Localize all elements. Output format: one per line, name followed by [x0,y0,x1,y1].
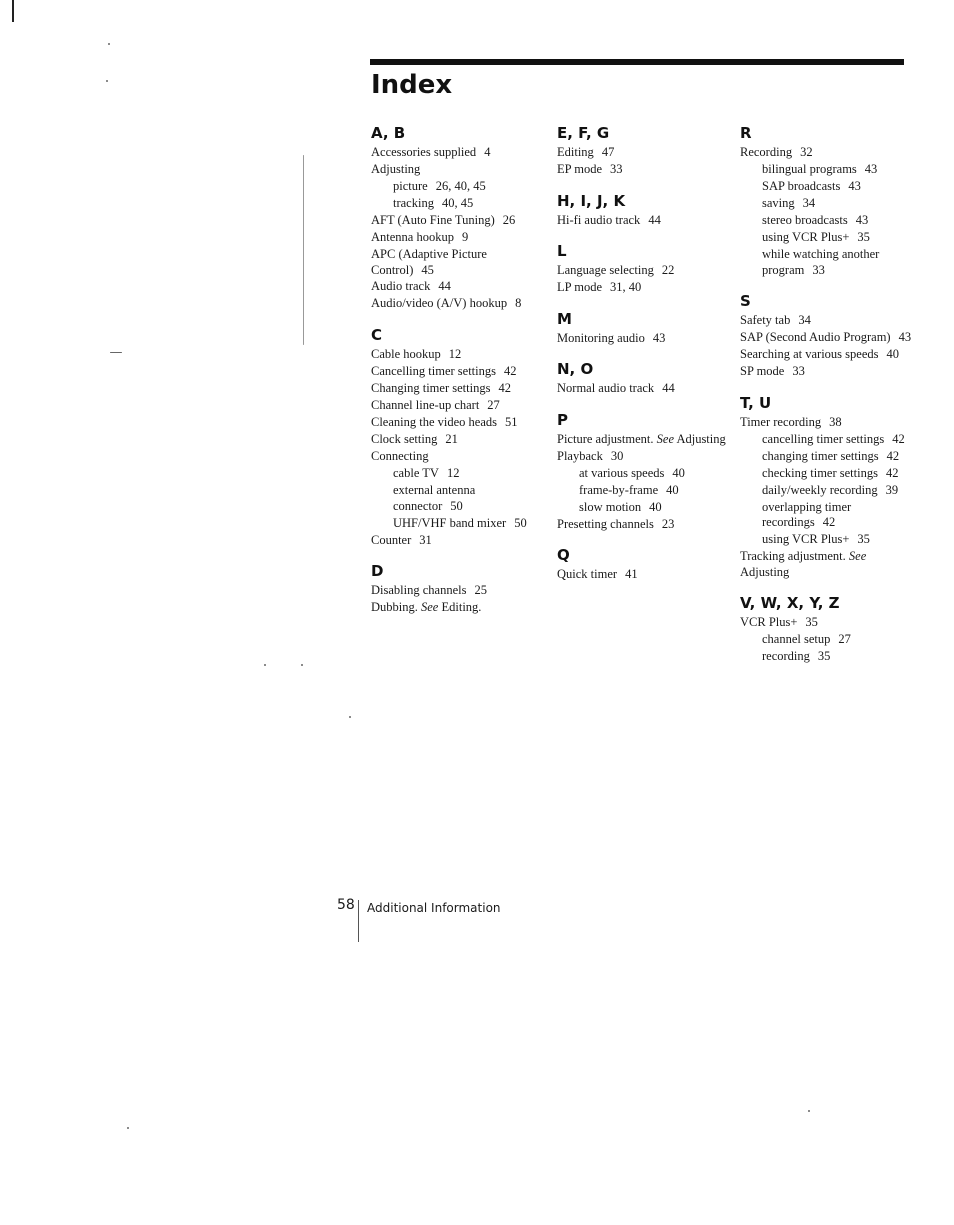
entry-text: Adjusting [371,161,421,176]
index-entry [557,263,727,279]
entry-pages: 22 [661,263,675,278]
index-section [557,360,727,397]
scan-speck [301,664,303,666]
entry-text: SAP (Second Audio Program) [740,330,891,345]
index-subentry [740,532,915,548]
entry-pages: 42 [886,448,900,463]
index-section [557,546,727,583]
entry-text: at various speeds [579,465,665,480]
index-entry [740,364,915,380]
index-subentry [740,500,915,531]
entry-text: Picture adjustment. [557,431,654,446]
scan-speck [264,664,266,666]
entry-pages: 31 [419,532,432,547]
entry-pages: 27 [838,632,851,647]
entry-pages: 12 [446,465,460,480]
entry-pages: 40 [649,499,662,514]
section-heading: Q [557,546,570,565]
entry-pages: 4 [484,145,491,159]
index-entry [371,600,546,616]
entry-pages: 26 [502,212,516,227]
entry-pages: 35 [805,615,818,630]
index-column-3 [740,124,915,679]
entry-text: Clock setting [371,431,438,446]
entry-pages: 12 [448,347,462,362]
index-subentry [371,179,546,195]
entry-text: EP mode [557,161,603,176]
title-rule [370,59,904,65]
index-subentry [371,483,546,514]
entry-text: checking timer settings [762,465,878,480]
entry-pages: 35 [857,532,870,547]
entry-pages: 42 [885,465,899,480]
entry-text: changing timer settings [762,448,879,463]
entry-pages: 35 [857,229,870,244]
index-entry [371,213,546,229]
entry-pages: 45 [421,262,434,277]
entry-pages: 38 [829,414,842,429]
entry-text: while watching another program [762,246,880,277]
scan-speck [110,352,122,353]
index-section [557,242,727,296]
index-subentry [740,179,915,195]
entry-pages: 43 [898,330,912,345]
entry-pages: 9 [461,229,469,244]
entry-pages: 34 [798,313,811,328]
index-section [740,124,915,278]
entry-text: picture [393,178,428,193]
entry-pages: 21 [445,431,458,446]
entry-pages: 40 [672,465,685,480]
entry-text: LP mode [557,280,603,295]
entry-text: Changing timer settings [371,381,491,396]
entry-pages: 34 [802,195,816,210]
index-subentry [740,449,915,465]
entry-text: Disabling channels [371,583,467,598]
index-subentry [740,483,915,499]
index-entry [371,449,546,465]
entry-text: Timer recording [740,414,822,429]
entry-text: APC (Adaptive Picture Control) [371,246,487,277]
entry-text: Connecting [371,448,429,463]
entry-text: Dubbing. [371,600,418,615]
footer-divider [358,900,359,942]
index-section [557,411,727,533]
entry-pages: 40, 45 [441,195,474,210]
index-entry [740,347,915,363]
entry-text: Accessories supplied [371,145,477,159]
index-entry [557,432,727,448]
index-subentry [557,466,727,482]
index-entry [557,280,727,296]
entry-text: Editing [557,145,594,159]
entry-text: cable TV [393,465,439,480]
index-section [740,292,915,380]
entry-pages: 50 [450,498,463,513]
index-entry [371,533,546,549]
index-entry [371,247,546,278]
index-section [557,192,727,229]
entry-text: Tracking adjustment. [740,549,846,564]
entry-text: VCR Plus+ [740,615,798,630]
entry-text: tracking [393,195,434,210]
section-heading: V, W, X, Y, Z [740,594,840,613]
index-entry [740,145,915,161]
entry-text: Presetting channels [557,516,654,531]
entry-pages: 41 [625,567,638,582]
scan-speck [127,1127,129,1129]
entry-text: Counter [371,532,412,547]
index-entry [557,331,727,347]
entry-pages: 43 [652,330,666,345]
index-entry [371,296,546,312]
scan-speck [106,80,108,82]
index-entry [557,145,727,161]
index-section [557,124,727,178]
index-subentry [371,196,546,212]
entry-text: AFT (Auto Fine Tuning) [371,212,495,227]
see-reference: See [421,600,439,615]
entry-pages: 42 [892,431,905,446]
entry-text: SAP broadcasts [762,178,841,193]
index-entry [557,162,727,178]
section-heading: E, F, G [557,124,610,142]
index-subentry [740,247,915,278]
entry-text: external antenna connector [393,482,476,513]
entry-pages: 27 [487,398,500,413]
section-heading: A, B [371,124,406,142]
entry-pages: 40 [666,482,679,497]
entry-pages: 44 [662,381,675,396]
index-entry [371,364,546,380]
index-entry [557,567,727,583]
index-entry [371,583,546,599]
entry-text: Antenna hookup [371,229,454,244]
entry-text: Playback [557,448,603,463]
entry-text: Audio track [371,279,431,294]
entry-text: Language selecting [557,263,654,278]
entry-text: Safety tab [740,313,791,328]
index-entry [740,330,915,346]
index-section [557,310,727,347]
entry-text: bilingual programs [762,161,857,176]
entry-pages: 30 [610,448,624,463]
index-entry [557,517,727,533]
index-section [740,594,915,665]
index-subentry [557,500,727,516]
index-entry [371,279,546,295]
index-entry [740,313,915,329]
scan-margin-mark [12,0,14,22]
section-heading: L [557,242,567,261]
entry-text: Cable hookup [371,347,441,362]
entry-text: cancelling timer settings [762,431,885,446]
index-entry [371,145,546,161]
index-entry [371,381,546,397]
section-heading: P [557,410,568,429]
scan-speck [808,1110,810,1112]
index-subentry [740,432,915,448]
index-entry [371,398,546,414]
entry-text: Channel line-up chart [371,398,480,413]
entry-text: overlapping timer recordings [762,499,852,530]
see-reference: See [656,431,674,446]
entry-text: Recording [740,145,793,159]
entry-pages: 44 [648,212,661,227]
index-subentry [371,516,546,532]
entry-pages: 23 [661,516,675,531]
entry-text: UHF/VHF band mixer [393,515,507,530]
entry-text: Hi-fi audio track [557,212,641,227]
index-subentry [740,162,915,178]
entry-pages: 33 [610,161,623,176]
index-entry [557,213,727,229]
index-subentry [740,196,915,212]
section-heading: S [740,292,751,311]
index-subentry [740,632,915,648]
entry-pages: 42 [498,381,511,396]
index-entry [371,347,546,363]
index-section [371,326,546,548]
entry-pages: 47 [601,145,615,159]
entry-pages: 26, 40, 45 [435,178,486,193]
footer-section-label: Additional Information [367,901,501,915]
entry-pages: 39 [885,482,899,497]
index-entry [740,615,915,631]
index-subentry [740,466,915,482]
entry-pages: 43 [848,178,861,193]
entry-text: SP mode [740,364,785,379]
entry-text: stereo broadcasts [762,212,848,227]
entry-text: frame-by-frame [579,482,659,497]
index-subentry [740,213,915,229]
entry-text: Monitoring audio [557,330,645,345]
section-heading: H, I, J, K [557,191,626,210]
entry-pages: 33 [812,262,825,277]
index-entry [371,432,546,448]
entry-pages: 51 [505,415,518,429]
entry-text: Normal audio track [557,381,655,396]
index-entry [371,230,546,246]
entry-text: Audio/video (A/V) hookup [371,296,508,311]
entry-text: Cleaning the video heads [371,415,498,429]
index-entry [371,162,546,178]
entry-pages: 50 [514,515,527,530]
scan-speck [108,43,110,45]
index-entry [371,415,546,431]
index-subentry [371,466,546,482]
see-target: Adjusting [740,564,790,579]
entry-text: recording [762,649,810,664]
section-heading: R [740,124,752,142]
entry-text: using VCR Plus+ [762,229,850,244]
index-entry [557,449,727,465]
entry-pages: 42 [503,364,517,379]
scan-margin-mark [303,155,304,345]
entry-pages: 43 [855,212,869,227]
page-number: 58 [337,897,355,913]
page-title: Index [371,70,453,100]
index-column-1 [371,124,546,630]
scan-speck [349,716,351,718]
entry-text: Cancelling timer settings [371,364,496,379]
index-column-2 [557,124,727,597]
see-target: Editing. [441,600,482,615]
entry-text: Searching at various speeds [740,347,879,362]
section-heading: M [557,309,572,328]
entry-text: channel setup [762,632,831,647]
index-section [371,124,546,312]
index-entry [557,381,727,397]
index-section [371,562,546,616]
entry-text: daily/weekly recording [762,482,878,497]
section-heading: D [371,562,384,581]
entry-pages: 33 [792,364,805,379]
entry-pages: 35 [817,649,831,664]
entry-pages: 25 [474,583,487,598]
entry-pages: 8 [515,296,522,311]
entry-pages: 42 [822,515,836,530]
section-heading: C [371,326,383,345]
see-reference: See [848,549,867,564]
index-entry [740,549,915,580]
entry-pages: 31, 40 [610,280,642,295]
entry-pages: 44 [438,279,451,294]
entry-text: slow motion [579,499,642,514]
section-heading: N, O [557,360,594,379]
entry-pages: 32 [800,145,813,159]
index-section [740,394,915,581]
index-subentry [740,649,915,665]
index-subentry [557,483,727,499]
section-heading: T, U [740,393,772,412]
see-target: Adjusting [676,431,726,446]
entry-pages: 40 [886,347,900,362]
entry-text: using VCR Plus+ [762,532,850,547]
index-entry [740,415,915,431]
entry-text: saving [762,195,795,210]
entry-text: Quick timer [557,567,618,582]
entry-pages: 43 [864,161,878,176]
index-subentry [740,230,915,246]
